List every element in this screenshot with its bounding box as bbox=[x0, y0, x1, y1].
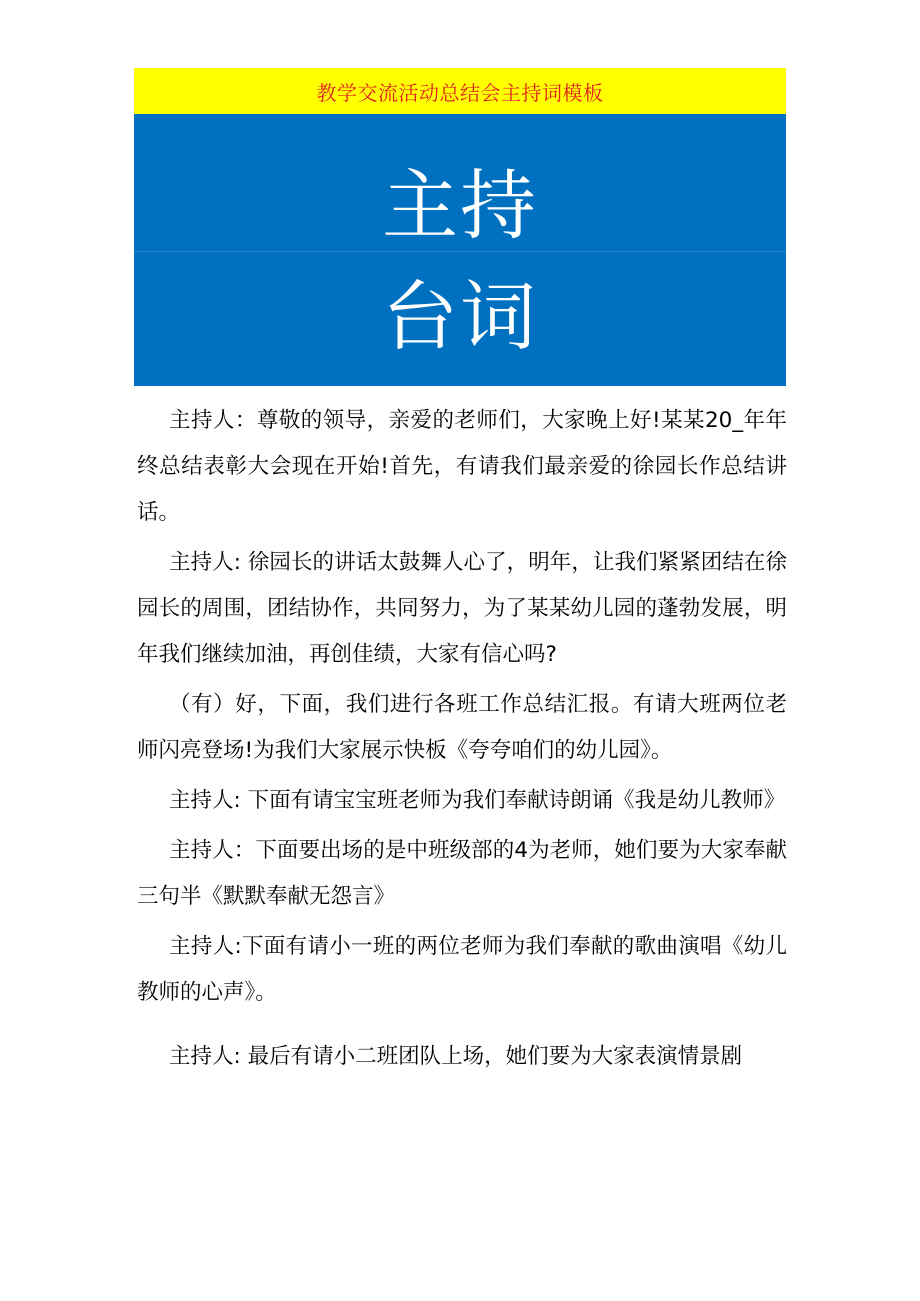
title-banner bbox=[134, 68, 786, 114]
cover-block bbox=[134, 114, 786, 386]
document-body bbox=[137, 398, 787, 1080]
cover-divider bbox=[134, 251, 786, 252]
paragraph-middle-class: 主持人：下面要出场的是中班级部的4为老师，她们要为大家奉献三句半《默默奉献无怨言》 bbox=[137, 838, 787, 909]
paragraph-small-class-one: 主持人:下面有请小一班的两位老师为我们奉献的歌曲演唱《幼儿教师的心声》。 bbox=[137, 934, 787, 1005]
banner-title: 教学交流活动总结会主持词模板 bbox=[316, 80, 604, 105]
paragraph-opening: 主持人：尊敬的领导，亲爱的老师们，大家晚上好!某某20_年年终总结表彰大会现在开始!首先，有请我们最亲爱的徐园长作总结讲话。 bbox=[137, 408, 787, 525]
paragraph-baby-class: 主持人: 下面有请宝宝班老师为我们奉献诗朗诵《我是幼儿教师》 bbox=[169, 788, 786, 813]
paragraph-encouragement: 主持人: 徐园长的讲话太鼓舞人心了，明年，让我们紧紧团结在徐园长的周围，团结协作，共同努力，为了某某幼儿园的蓬勃发展，明年我们继续加油，再创佳绩，大家有信心吗? bbox=[137, 550, 787, 667]
cover-title-line-1: 主持 bbox=[382, 161, 538, 250]
paragraph-class-reports: （有）好，下面，我们进行各班工作总结汇报。有请大班两位老师闪亮登场!为我们大家展示快板《夸夸咱们的幼儿园》。 bbox=[137, 692, 787, 763]
cover-title-line-2: 台词 bbox=[382, 272, 538, 361]
paragraph-small-class-two: 主持人: 最后有请小二班团队上场，她们要为大家表演情景剧 bbox=[169, 1044, 743, 1069]
